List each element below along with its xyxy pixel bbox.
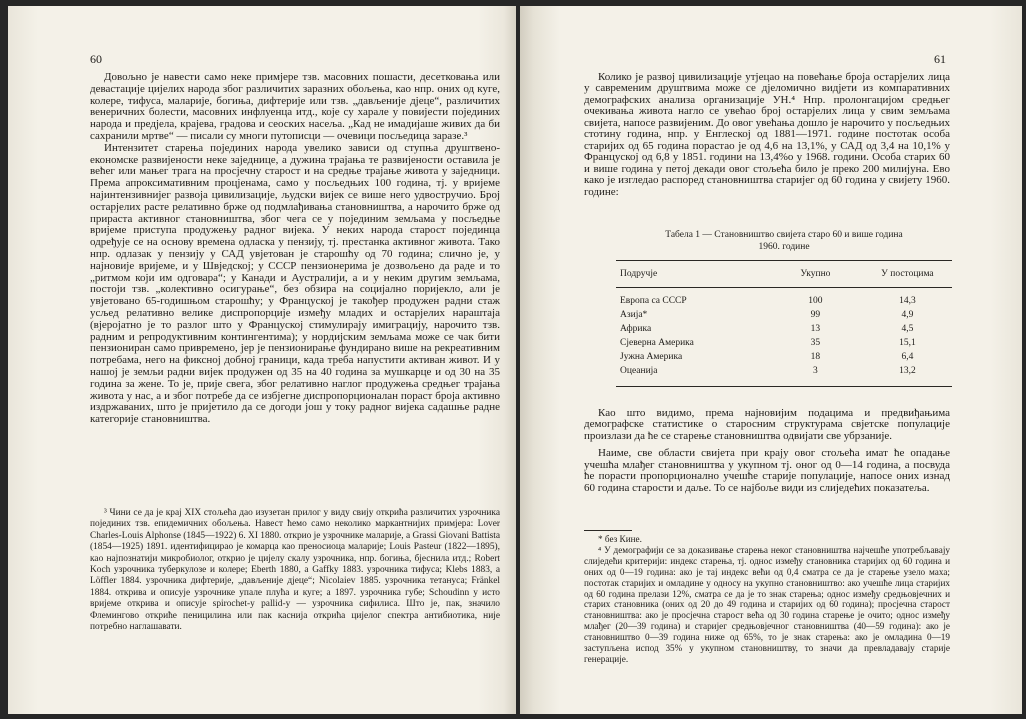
cell-region: Оцеанија [616, 364, 768, 387]
left-footnotes [90, 508, 500, 706]
footnote: ⁴ У демографији се за доказивање старења неког становништва најчешће употребљавају слиједећи критерији: индекс старења, тј. однос између становника старијих од 60 година и оних од 0—19 година: ако је тај индекс већи од 0,4 сматра се да је старење узело маха; постотак старијих и омладине у односу на укупно становништво: ако учешће лица старијих од 60 година прелази 12%, сматра се да је то знак старења; однос између средњовјечних и старих становника (оних од 20 до 49 година и старијих од 60 година); просјечна старост становништва: ако је просјечна старост већа од 30 година старење је очито; однос између млађег (20—39 година) и старијег средњовјечног становништва (40—59 година): ако је становништво 0—39 година ниже од 65%, то је знак старења: ако је омладина 0—19 заступљена испод 35% у укупном становништву, то значи да превладавају старије генерације. [584, 544, 950, 664]
population-table [616, 260, 952, 387]
left-page [8, 6, 516, 714]
cell-total: 99 [810, 310, 821, 320]
table-header [616, 261, 952, 288]
right-intro-text [584, 72, 950, 224]
cell-total: 13 [810, 324, 821, 334]
paragraph: Интензитет старења појединих народа увелико зависи од ступња друштвено-економске развијености неке заједнице, а дужина трајања те развијености оставила је већег или мањег трага на просјечну старост и на средње трајање живота у заједници. Према апроксимативним процјенама, само у посљедњих 100 година, тј. у вријеме најинтензивнијег развоја цивилизације, људски вијек се више него удвостручио. Број остарјелих расте релативно брже од подмлађивања становништва, а нарочито брже од прираста активног становништва, због чега се у појединим земљама у посљедње вријеме приступа продужењу радног вијека. У неких народа старост појединца одређује се на основу времена одласка у пензију, тј. престанка активног живота. Тако нпр. одлазак у пензију у САД увјетован је старошћу од 70 година; слично је, у најновије вријеме, и у Швједској; у СССР пензионерима је дозвољено да раде и то „ритмом који им одговара“; у Канади и Аустралији, а и у неким другим земљама, постоји тзв. „колективно осигурање“, без обзира на социјално поријекло, али је увјетовано 65-годишњом старошћу; у Француској је такођер продужен радни стаж усљед релативно велике диспропорције између младих и остарјелих нараштаја (вјеројатно је то разлог што у Француској стимулирају имиграцију, нарочито тзв. радним и репродуктивним контингентима); у нордијским земљама може се чак бити пензиониран само привремено, јер је пензионирање фундирано више на рекреативним потребама, него на фиксној добној граници, када треба напустити активан живот. И у нашој је земљи радни вијек продужен од 35 на 40 година за мушкарце и од 30 на 35 година за жене. То је, прије свега, због релативно наглог продужења средњег трајања живота у нас, а и због потребе да се избјегне диспропорционалан пораст броја активно издржаваних, што је пријетило да се догоди још у току радног вијека садашње радне категорије становништва. [90, 141, 500, 426]
header-total: Укупно [768, 261, 863, 288]
cell-total: 3 [768, 364, 863, 387]
left-body-text [90, 72, 500, 504]
cell-total: 100 [808, 296, 823, 306]
paragraph: Као што видимо, према најновијим подацима и предвиђањима демографске статистике о старосним структурама свјетске популације произлази да ће се старење становништва одвијати све убрзаније. [584, 407, 950, 442]
footnote: ³ Чини се да је крај XIX стољећа дао изузетан прилог у виду свију открића различитих узрочника појединих тзв. епидемичних обољења. Навест ћемо само неколико маркантнијих примјера: Lover Charles-Louis Alphonse (1845—1922) 6. XI 1880. открио је узрочнике маларије, а Grassi Giovani Battista (1854—1925) 1891. идентифицирао је комарца као преносиоца маларије; Louis Pasteur (1822—1895), као најпознатији микробиолог, открио је цијелу скалу узрочника, нпр. богиња, бјеснила итд.; Robert Koch узрочника туберкулозе и колере; Eberth 1880, а Gaffky 1883. узрочника тифуса; Klebs 1883, а Löffler 1884. узрочника дифтерије, „дављеније дјеце“; Nicolaiev 1885. узрочника тетануса; Fränkel 1884. открива и описује узрочнике упале плућа и куге; а 1897. узрочника губе; Schoudinn у исто вријеме открива и описује spirochet-у pallid-у — узрочника сифилиса. Што је, пак, значило Флемингово откриће пеницилина или пак каснија открића цијелог спектра антибиотика, није потребно наглашавати. [90, 508, 500, 633]
cell-percent: 4,9 [901, 310, 914, 320]
cell-percent: 14,3 [899, 296, 916, 306]
paragraph: Наиме, све области свијета при крају овог стољећа имат ће опадање учешћа млађег становништва у укупном тј. оног од 0—14 година, а посвуда ће порасти пропорционално учешће старије популације, напосе оних изнад 60 година старости и даље. То се најбоље види из слиједећих показатеља. [584, 447, 950, 494]
table-row [616, 288, 952, 309]
cell-total: 18 [810, 352, 821, 362]
cell-region: Европа са СССР [620, 296, 687, 306]
table-row [616, 308, 952, 322]
paragraph: Колико је развој цивилизације утјецао на повећање броја остарјелих лица у савременим друштвима може се дјеломично видјети из компаративних демографских анализа организације УН.⁴ Нпр. пролонгацијом средњег очекивања живота нагло се увећао број остарјелих лица у свим земљама свијета, напосе развијеним. До овог увећања дошло је нарочито у посљедњих стотину година, нпр. у Енглеској од 1881—1971. године постотак особа старијих од 65 година порастао је од 4,6 на 13,1%, у САД од 3,4 на 10,1% у Француској од 6,8 у 1851. години на 13,4%о у 1968. години. Особа старих 60 и више година у петој декади овог стољећа било је преко 200 милијуна. Ево како је изгледао распоред становништва старијег од 60 година у свијету 1960. године: [584, 71, 950, 198]
caption-line: 1960. године [758, 241, 810, 252]
page-number: 60 [90, 52, 102, 66]
right-footnotes [584, 534, 950, 664]
table-row [616, 350, 952, 364]
cell-percent: 13,2 [863, 364, 952, 387]
cell-region: Сјеверна Америка [620, 338, 694, 348]
paragraph: Довољно је навести само неке примјере тзв. масовних пошасти, десетковања или девастације цијелих народа због различитих заразних обољења, као нпр. оних од куге, колере, тифуса, маларије, богиња, дифтерије или тзв. „дављеније дјеце“, различитих венеричних болести, масовних инфлуенца итд., које су харале у повијести појединих народа и предјела, крајева, градова и сеоских насеља. „Кад не имадијаше живих да би сахранили мртве“ — писали су многи путописци — очевици посљедица заразе.³ [90, 71, 500, 142]
cell-region: Азија* [620, 310, 648, 320]
right-body-text [584, 408, 950, 526]
footnote-divider [584, 530, 632, 531]
cell-region: Африка [620, 324, 652, 334]
page-number: 61 [934, 52, 946, 66]
header-row [616, 261, 952, 288]
table-row [616, 336, 952, 350]
cell-total: 35 [810, 338, 821, 348]
cell-percent: 6,4 [901, 352, 914, 362]
header-region: Подручје [616, 261, 768, 288]
cell-percent: 15,1 [899, 338, 916, 348]
table-caption [616, 230, 952, 253]
footnote: * без Кине. [598, 534, 642, 544]
cell-region: Јужна Америка [620, 352, 683, 362]
cell-percent: 4,5 [901, 324, 914, 334]
table-row [616, 364, 952, 387]
header-percent: У постоцима [863, 261, 952, 288]
right-page [520, 6, 1022, 714]
caption-line: Табела 1 — Становништво свијета старо 60 и више година [665, 230, 903, 240]
table-body [616, 288, 952, 387]
table-row [616, 322, 952, 336]
data-table [616, 260, 952, 387]
